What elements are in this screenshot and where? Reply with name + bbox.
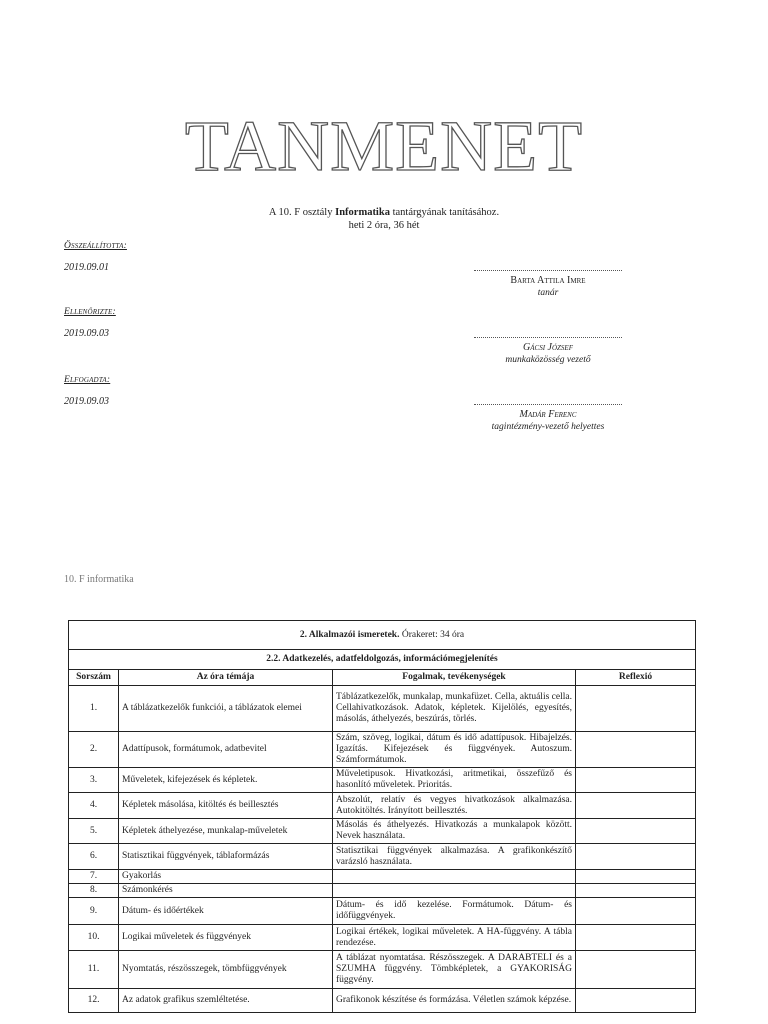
approved-date: 2019.09.03 (64, 396, 109, 407)
table-row (69, 989, 696, 1013)
lesson-number: 9. (69, 898, 119, 925)
subsection-title: 2.2. Adatkezelés, adatfeldolgozás, információmegjelenítés (69, 650, 696, 670)
lesson-reflection (576, 732, 696, 768)
table-row (69, 898, 696, 925)
signature-block-compiler (474, 270, 622, 299)
table-row (69, 732, 696, 768)
schedule-line: heti 2 óra, 36 hét (348, 220, 420, 231)
lesson-number: 1. (69, 686, 119, 732)
column-header-topic: Az óra témája (119, 670, 333, 686)
lesson-number: 4. (69, 793, 119, 819)
subtitle-line (0, 206, 768, 219)
signer-rank: tanár (537, 288, 559, 298)
lesson-topic: Nyomtatás, részösszegek, tömbfüggvények (119, 951, 333, 989)
lesson-concepts: Abszolút, relatív és vegyes hivatkozások alkalmazása. Autokitöltés. Irányított beillesztés. (333, 793, 576, 819)
table-row (69, 819, 696, 844)
subject-suffix: tantárgyának tanításához. (392, 207, 500, 218)
syllabus-table (68, 620, 696, 1013)
table-row (69, 870, 696, 884)
checked-by-label: Ellenőrizte: (64, 307, 116, 317)
subject-name: Informatika (335, 207, 390, 218)
table-header-row (69, 670, 696, 686)
approved-by-label: Elfogadta: (64, 375, 111, 385)
title-text: TANMENET (184, 108, 584, 182)
lesson-reflection (576, 925, 696, 951)
lesson-topic: Képletek áthelyezése, munkalap-műveletek (119, 819, 333, 844)
lesson-reflection (576, 870, 696, 884)
class-label: A 10. F osztály (268, 207, 333, 218)
lesson-concepts: Táblázatkezelők, munkalap, munkafüzet. Cella, aktuális cella. Cellahivatkozások. Adatok, képletek. Kijelölés, egyesítés, másolás, áthelyezés, beszúrás, törlés. (333, 686, 576, 732)
lesson-number: 6. (69, 844, 119, 870)
lesson-topic: Számonkérés (119, 884, 333, 898)
lesson-concepts (333, 884, 576, 898)
page-footer: 10. F informatika (64, 574, 134, 585)
lesson-reflection (576, 819, 696, 844)
column-header-concepts: Fogalmak, tevékenységek (333, 670, 576, 686)
compiled-by-label: Összeállította: (64, 241, 127, 251)
lesson-topic: Adattípusok, formátumok, adatbevitel (119, 732, 333, 768)
lesson-number: 8. (69, 884, 119, 898)
lesson-reflection (576, 884, 696, 898)
lesson-concepts (333, 870, 576, 884)
table-row (69, 844, 696, 870)
lesson-topic: Az adatok grafikus szemléltetése. (119, 989, 333, 1013)
lesson-number: 10. (69, 925, 119, 951)
table-row (69, 951, 696, 989)
lesson-concepts: Grafikonok készítése és formázása. Véletlen számok képzése. (333, 989, 576, 1013)
lesson-number: 12. (69, 989, 119, 1013)
section-banner (69, 621, 696, 650)
lesson-number: 7. (69, 870, 119, 884)
lesson-reflection (576, 793, 696, 819)
signer-name: Gácsi József (523, 342, 573, 353)
lesson-topic: Statisztikai függvények, táblaformázás (119, 844, 333, 870)
signer-rank: munkaközösség vezető (505, 355, 591, 365)
lesson-concepts: Másolás és áthelyezés. Hivatkozás a munkalapok között. Nevek használata. (333, 819, 576, 844)
lesson-concepts: A táblázat nyomtatása. Részösszegek. A DARABTELI és a SZUMHA függvény. Tömbképletek, a GYAKORISÁG függvény. (333, 951, 576, 989)
table-row (69, 768, 696, 793)
lesson-topic: A táblázatkezelők funkciói, a táblázatok elemei (119, 686, 333, 732)
table-row (69, 884, 696, 898)
lesson-concepts: Dátum- és idő kezelése. Formátumok. Dátum- és időfüggvények. (333, 898, 576, 925)
table-row (69, 686, 696, 732)
lesson-reflection (576, 686, 696, 732)
signer-rank: tagintézmény-vezető helyettes (491, 422, 605, 432)
table-row (69, 793, 696, 819)
signature-block-approver (474, 404, 622, 433)
lesson-topic: Dátum- és időértékek (119, 898, 333, 925)
lesson-topic: Gyakorlás (119, 870, 333, 884)
lesson-concepts: Szám, szöveg, logikai, dátum és idő adattípusok. Hibajelzés. Igazítás. Kifejezések és függvények. Autoszum. Számformátumok. (333, 732, 576, 768)
lesson-topic: Képletek másolása, kitöltés és beillesztés (119, 793, 333, 819)
lesson-number: 2. (69, 732, 119, 768)
lesson-reflection (576, 768, 696, 793)
lesson-topic: Műveletek, kifejezések és képletek. (119, 768, 333, 793)
column-header-number: Sorszám (69, 670, 119, 686)
column-header-reflection: Reflexió (576, 670, 696, 686)
lesson-reflection (576, 844, 696, 870)
table-row (69, 925, 696, 951)
lesson-reflection (576, 989, 696, 1013)
lesson-reflection (576, 951, 696, 989)
document-title (0, 108, 768, 182)
lesson-number: 3. (69, 768, 119, 793)
lesson-number: 5. (69, 819, 119, 844)
lesson-concepts: Statisztikai függvények alkalmazása. A grafikonkészítő varázsló használata. (333, 844, 576, 870)
lesson-concepts: Logikai értékek, logikai műveletek. A HA-függvény. A tábla rendezése. (333, 925, 576, 951)
lesson-reflection (576, 898, 696, 925)
signer-name: Madár Ferenc (519, 409, 577, 420)
section-title: 2. Alkalmazói ismeretek. (299, 629, 400, 640)
section-hours: Órakeret: 34 óra (401, 629, 465, 640)
signature-block-checker (474, 337, 622, 366)
lesson-number: 11. (69, 951, 119, 989)
signer-name: Barta Attila Imre (510, 275, 586, 286)
lesson-topic: Logikai műveletek és függvények (119, 925, 333, 951)
compiled-date: 2019.09.01 (64, 262, 109, 273)
checked-date: 2019.09.03 (64, 328, 109, 339)
lesson-concepts: Műveletipusok. Hivatkozási, aritmetikai, összefűző és hasonlító műveletek. Prioritás. (333, 768, 576, 793)
